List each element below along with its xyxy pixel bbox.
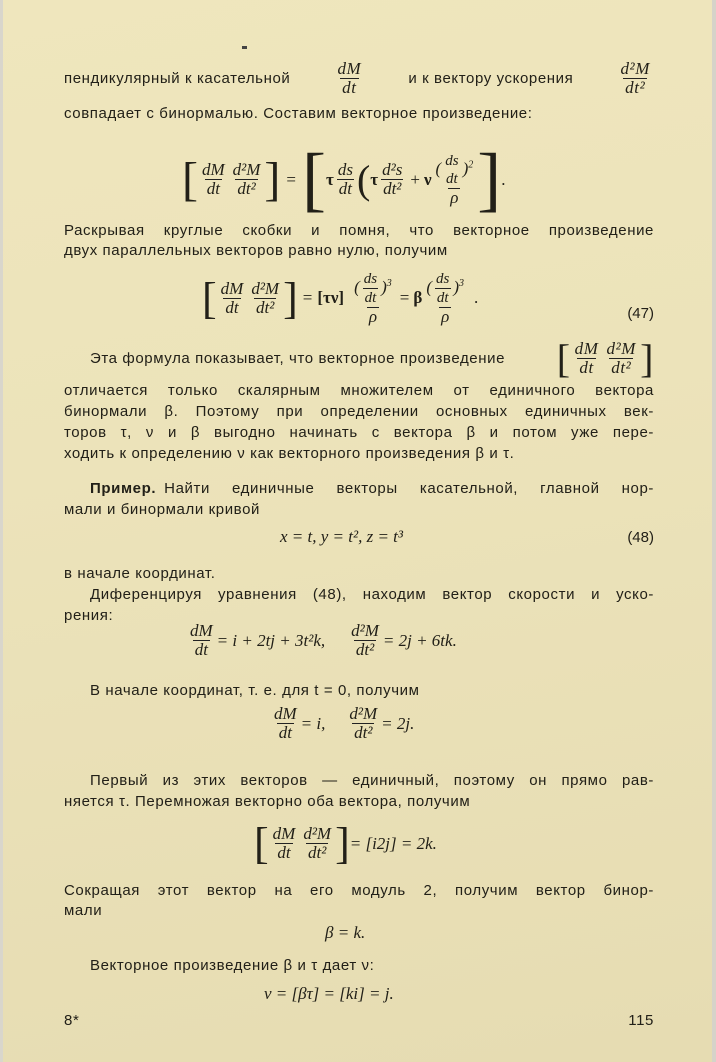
text-line: рения: bbox=[64, 607, 114, 624]
text-line: торов τ, ν и β выгодно начинать с вектора β и потом уже пере- bbox=[64, 424, 654, 441]
page-number: 115 bbox=[628, 1012, 654, 1029]
text-line: Эта формула показывает, что векторное произведение [ $\frac{dM}{dt}$ $\frac{\text{d²M}}{\text{dt²}}$ ] bbox=[90, 336, 654, 381]
example-label: Пример. bbox=[90, 480, 157, 497]
equation-velocity-acceleration: $\frac{dM}{dt}$ = i + 2tj + 3t²k, $\frac{\text{d²M}}{\text{dt²}}$ = 2j + 6tk. bbox=[190, 621, 457, 659]
text-line: в начале координат. bbox=[64, 565, 216, 582]
fraction-dM-dt: $\frac{dM}{dt}$ bbox=[337, 59, 362, 97]
text-line: бинормали β. Поэтому при определении основных единичных век- bbox=[64, 403, 654, 420]
text-fragment: и к вектору ускорения bbox=[408, 70, 574, 87]
equation-47: [ $\frac{dM}{dt}$ $\frac{\text{d²M}}{\text{dt²}}$ ] = [τν] ( $\frac{ds}{dt}$ )$^3$ ρ = β ( $\frac{ds}{dt}$ )$^3$ ρ . bbox=[202, 271, 479, 326]
text-line: няется τ. Перемножая векторно оба вектора, получим bbox=[64, 793, 471, 810]
equation-48: x = t, y = t², z = t³ bbox=[280, 527, 403, 546]
text-line: Векторное произведение β и τ дает ν: bbox=[90, 957, 375, 974]
text-line: мали и бинормали кривой bbox=[64, 501, 260, 518]
page-left-edge bbox=[0, 0, 3, 1062]
text-line: ходить к определению ν как векторного произведения β и τ. bbox=[64, 445, 515, 462]
text-line: отличается только скалярным множителем от единичного вектора bbox=[64, 382, 654, 399]
text-line: Раскрывая круглые скобки и помня, что векторное произведение bbox=[64, 222, 654, 239]
text-fragment: пендикулярный к касательной bbox=[64, 70, 291, 87]
top-mark bbox=[242, 46, 247, 49]
page-right-edge bbox=[712, 0, 716, 1062]
fraction-d2M-dt2: $\frac{\text{d²M}}{\text{dt²}}$ bbox=[620, 59, 650, 97]
text-line: мали bbox=[64, 902, 103, 919]
text-line: Первый из этих векторов — единичный, поэтому он прямо рав- bbox=[90, 772, 654, 789]
text-line-1 bbox=[64, 60, 654, 97]
equation-nu: ν = [βτ] = [ki] = j. bbox=[264, 984, 394, 1003]
inline-cross-product: [ $\frac{dM}{dt}$ $\frac{\text{d²M}}{\text{dt²}}$ ] bbox=[556, 336, 654, 381]
text-line: двух параллельных векторов равно нулю, получим bbox=[64, 242, 448, 259]
text-line: Диференцируя уравнения (48), находим вектор скорости и уско- bbox=[90, 586, 654, 603]
text-line-2: совпадает с бинормалью. Составим векторное произведение: bbox=[64, 105, 533, 122]
equation-number-48: (48) bbox=[627, 529, 654, 546]
equation-beta: β = k. bbox=[325, 923, 366, 942]
text-line: Сокращая этот вектор на его модуль 2, получим вектор бинор- bbox=[64, 882, 654, 899]
equation-cross-at-origin: [ $\frac{dM}{dt}$ $\frac{\text{d²M}}{\text{dt²}}$ ] = [i2j] = 2k. bbox=[254, 819, 437, 868]
equation-number-47: (47) bbox=[627, 305, 654, 322]
signature-mark: 8* bbox=[64, 1012, 80, 1029]
example-line: Пример. Найти единичные векторы касательной, главной нор- bbox=[90, 480, 654, 497]
equation-origin: $\frac{dM}{dt}$ = i, $\frac{\text{d²M}}{\text{dt²}}$ = 2j. bbox=[274, 704, 415, 742]
text-line: В начале координат, т. е. для t = 0, получим bbox=[90, 682, 420, 699]
equation-cross-product-expanded: [ $\frac{dM}{dt}$ $\frac{\text{d²M}}{\text{dt²}}$ ] = [ τ $\frac{ds}{dt}$ ( τ $\frac{\text{d²s}}{\text{dt²}}$ + ν ( ds dt )$^2$ ρ ] . bbox=[182, 139, 506, 219]
